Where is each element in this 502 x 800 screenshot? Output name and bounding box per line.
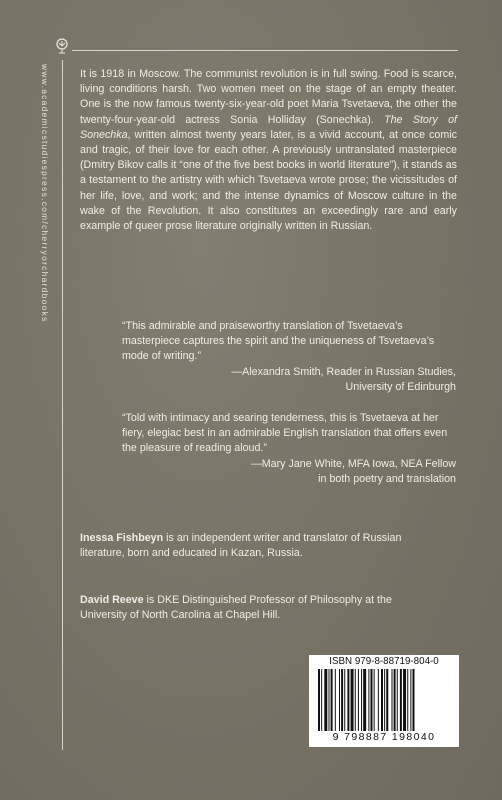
review-quote-2: [122, 411, 456, 487]
isbn-label: ISBN 979-8-88719-804-0: [329, 656, 439, 667]
barcode-bar: [351, 669, 354, 731]
barcode-bar: [361, 669, 362, 731]
barcode-bar: [321, 669, 322, 731]
bio-text: is DKE Distinguished Professor of Philosophy at the University of North Carolina at Chapel Hill.: [80, 594, 392, 622]
barcode-bar: [371, 669, 373, 731]
vertical-rule: [62, 60, 63, 750]
translator-bio: [80, 593, 410, 623]
barcode-bar: [413, 669, 415, 731]
barcode-bar: [329, 669, 330, 731]
barcode-bar: [386, 669, 388, 731]
book-title: The Story of Sonechka: [80, 113, 457, 141]
description-part-2: , written almost twenty years later, is a vivid account, at once comic and tragic, of their love for each other. A previously untranslated masterpiece (Dmitry Bikov calls it “one of the five best books in world literature”), it stands as a testament to the artistry with which Tsvetaeva wrote prose; the vicissitudes of her life, love, and work; and the intense dynamics of Moscow culture in the wake of the Revolution. It also constitutes an exceedingly rare and early example of queer prose literature originally written in Russian.: [80, 128, 457, 233]
barcode-bar: [392, 669, 393, 731]
barcode-bar: [410, 669, 411, 731]
barcode-bar: [358, 669, 359, 731]
barcode-bar: [407, 669, 408, 731]
barcode-bar: [378, 669, 379, 731]
quote-attribution: —Alexandra Smith, Reader in Russian Studies,: [231, 365, 456, 378]
barcode-digits: 9 798887 198040: [332, 731, 436, 743]
bio-name: Inessa Fishbeyn: [80, 532, 164, 544]
barcode-bar: [324, 669, 327, 731]
barcode-bar: [374, 669, 375, 731]
barcode-bar: [381, 669, 383, 731]
quote-text: “This admirable and praiseworthy translation of Tsvetaeva’s masterpiece captures the spirit and the uniqueness of Tsvetaeva’s mode of writing.”: [122, 320, 435, 363]
barcode-bar: [347, 669, 349, 731]
bio-text: is an independent writer and translator of Russian literature, born and educated in Kazan, Russia.: [80, 532, 402, 560]
barcode-bar: [344, 669, 345, 731]
book-description: [80, 67, 457, 234]
barcode-bar: [397, 669, 398, 731]
bio-name: David Reeve: [80, 594, 144, 606]
publisher-url: www.academicstudiespress.com/cherryorchardbooks: [40, 64, 50, 323]
quote-text: “Told with intimacy and searing tenderness, this is Tsvetaeva at her fiery, elegiac best in an admirable English translation that offers even the pleasure of reading aloud.”: [122, 412, 448, 455]
description-part-1: It is 1918 in Moscow. The communist revolution is in full swing. Food is scarce, living conditions harsh. Two women meet on the stage of an empty theater. One is the now famous twenty-six-year-old poet Maria Tsvetaeva, the other the twenty-four-year-old actress Sonia Holliday (Sonechka).: [80, 68, 457, 126]
barcode-bar: [403, 669, 406, 731]
translator-bio: [80, 531, 410, 561]
quote-attribution: —Mary Jane White, MFA Iowa, NEA Fellow: [251, 457, 456, 470]
quote-attribution-affiliation: in both poetry and translation: [318, 472, 456, 485]
top-rule: [72, 50, 458, 51]
barcode-bar: [363, 669, 366, 731]
barcode-bars: [318, 669, 450, 731]
quote-attribution-affiliation: University of Edinburgh: [345, 380, 456, 393]
review-quote-1: [122, 319, 456, 395]
barcode-bar: [394, 669, 396, 731]
tree-logo-icon: [54, 38, 70, 54]
barcode-bar: [400, 669, 402, 731]
barcode-bar: [341, 669, 343, 731]
barcode-bar: [368, 669, 369, 731]
barcode-bar: [318, 669, 320, 731]
barcode-bar: [384, 669, 385, 731]
barcode-bar: [339, 669, 340, 731]
barcode-bar: [335, 669, 336, 731]
barcode-bar: [331, 669, 333, 731]
isbn-barcode: [309, 655, 459, 747]
barcode-bar: [355, 669, 356, 731]
